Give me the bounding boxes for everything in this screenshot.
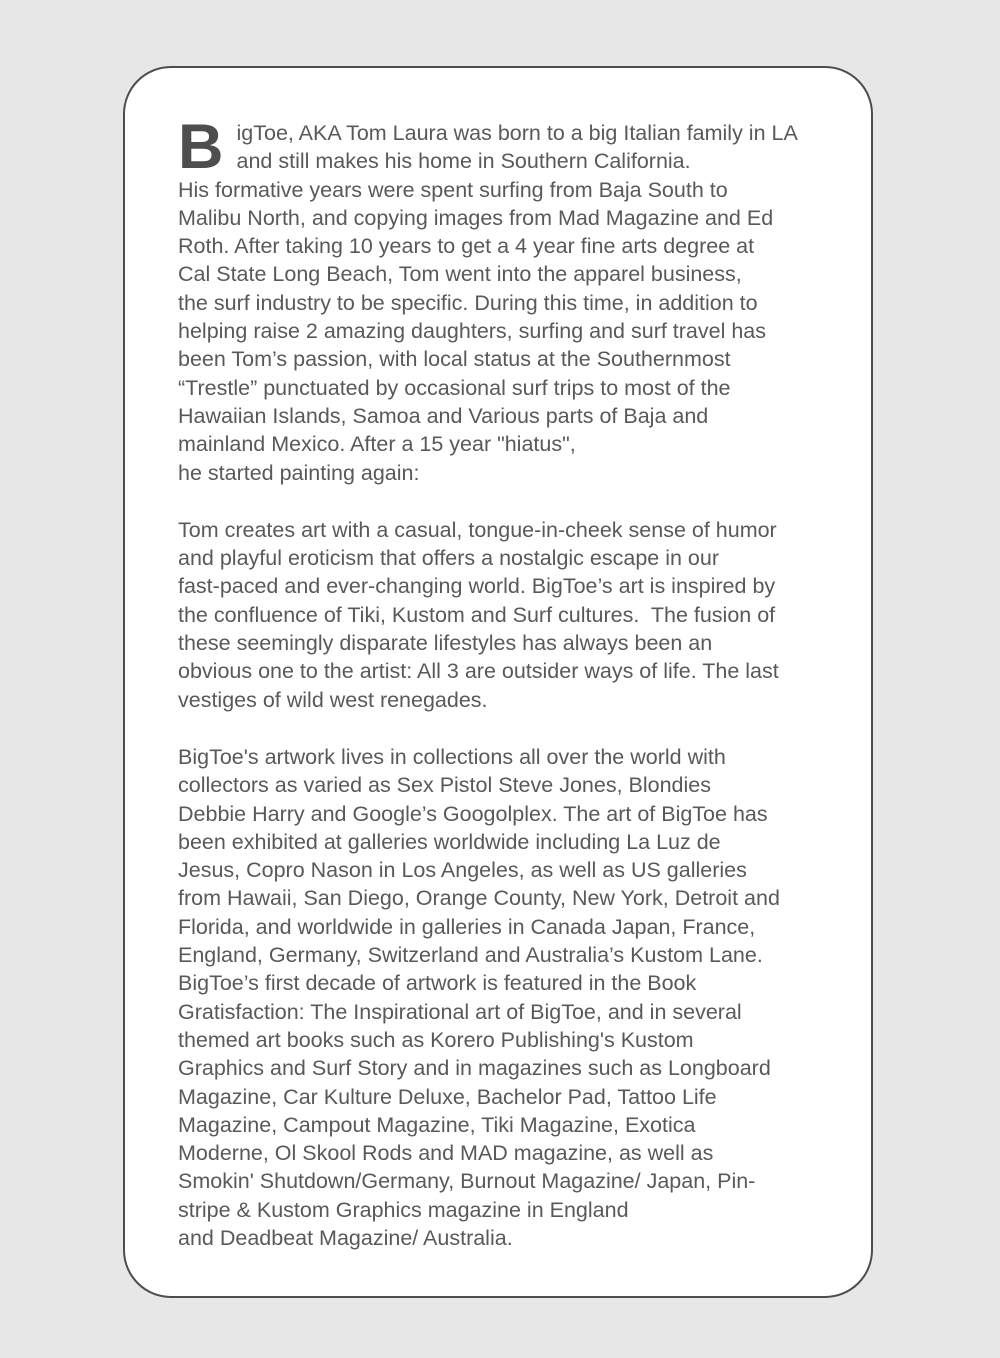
text-line: stripe & Kustom Graphics magazine in England [178, 1197, 629, 1222]
text-line: and Deadbeat Magazine/ Australia. [178, 1225, 513, 1250]
bio-paragraph-2 [178, 516, 853, 714]
text-line: helping raise 2 amazing daughters, surfing and surf travel has [178, 319, 767, 344]
text-line: Florida, and worldwide in galleries in Canada Japan, France, [178, 914, 756, 939]
text-line: fast-paced and ever-changing world. BigToe’s art is inspired by [178, 574, 776, 599]
text-line: Gratisfaction: The Inspirational art of BigToe, and in several [178, 999, 742, 1024]
text-line: been exhibited at galleries worldwide including La Luz de [178, 829, 721, 854]
bio-paragraph-3 [178, 743, 853, 1252]
text-line: he started painting again: [178, 460, 420, 485]
text-line: collectors as varied as Sex Pistol Steve Jones, Blondies [178, 773, 711, 798]
text-line: Moderne, Ol Skool Rods and MAD magazine, as well as [178, 1141, 714, 1166]
text-line: Cal State Long Beach, Tom went into the apparel business, [178, 262, 742, 287]
text-line: Smokin' Shutdown/Germany, Burnout Magazine/ Japan, Pin- [178, 1169, 756, 1194]
paragraph-3-lines [178, 743, 853, 1252]
text-line: Magazine, Car Kulture Deluxe, Bachelor Pad, Tattoo Life [178, 1084, 717, 1109]
text-line: BigToe’s first decade of artwork is featured in the Book [178, 971, 697, 996]
text-line: vestiges of wild west renegades. [178, 687, 488, 712]
text-line: Roth. After taking 10 years to get a 4 year fine arts degree at [178, 234, 755, 259]
text-line: igToe, AKA Tom Laura was born to a big Italian family in LA [236, 121, 798, 145]
text-line: “Trestle” punctuated by occasional surf trips to most of the [178, 375, 731, 400]
text-line: Debbie Harry and Google’s Googolplex. The art of BigToe has [178, 801, 768, 826]
text-line: the confluence of Tiki, Kustom and Surf cultures. The fusion of [178, 602, 776, 627]
bio-paragraph-1 [178, 112, 853, 487]
text-line: themed art books such as Korero Publishing's Kustom [178, 1027, 694, 1052]
text-line: and playful eroticism that offers a nostalgic escape in our [178, 546, 719, 571]
text-line: Malibu North, and copying images from Mad Magazine and Ed [178, 205, 774, 230]
text-line: these seemingly disparate lifestyles has always been an [178, 631, 713, 656]
text-line: England, Germany, Switzerland and Australia’s Kustom Lane. [178, 943, 763, 968]
paragraph-2-lines [178, 516, 853, 714]
text-line: the surf industry to be specific. During this time, in addition to [178, 290, 758, 315]
text-line: and still makes his home in Southern California. [236, 149, 691, 174]
paragraph-1-lines [178, 112, 853, 487]
bio-card [123, 66, 873, 1298]
text-line: Graphics and Surf Story and in magazines such as Longboard [178, 1056, 771, 1081]
text-line: Tom creates art with a casual, tongue-in-cheek sense of humor [178, 517, 777, 542]
text-line: Magazine, Campout Magazine, Tiki Magazine, Exotica [178, 1112, 696, 1137]
text-line: from Hawaii, San Diego, Orange County, New York, Detroit and [178, 886, 780, 911]
text-line: Jesus, Copro Nason in Los Angeles, as well as US galleries [178, 858, 747, 883]
text-line: His formative years were spent surfing from Baja South to [178, 177, 728, 202]
text-line: BigToe's artwork lives in collections all over the world with [178, 744, 726, 769]
text-line: been Tom’s passion, with local status at the Southernmost [178, 347, 731, 372]
text-line: obvious one to the artist: All 3 are outsider ways of life. The last [178, 659, 779, 684]
dropcap-letter: B [178, 112, 224, 182]
text-line: Hawaiian Islands, Samoa and Various parts of Baja and [178, 403, 709, 428]
text-line: mainland Mexico. After a 15 year "hiatus", [178, 432, 576, 457]
